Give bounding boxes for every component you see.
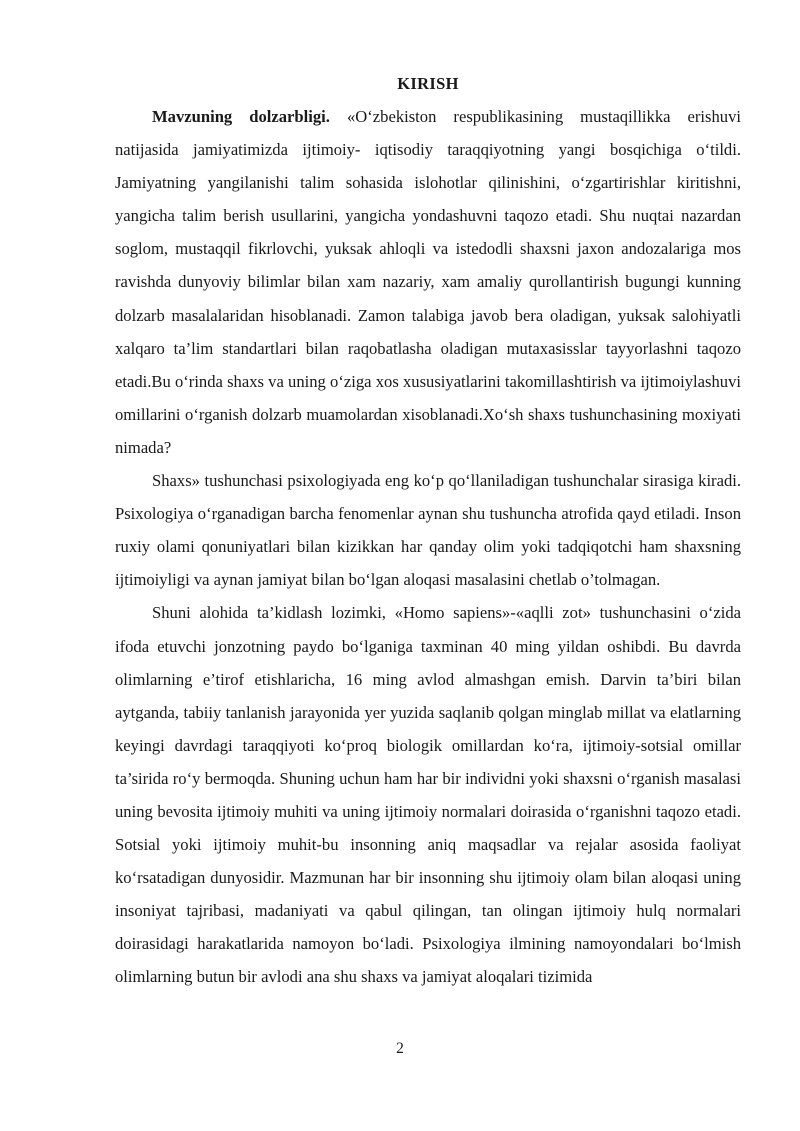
paragraph-text: Shaxs» tushunchasi psixologiyada eng ko‘p qo‘llaniladigan tushunchalar sirasiga kiradi. Psixologiya o‘rganadigan barcha fenomenlar aynan shu tushuncha atrofida qayd etiladi. Inson ruxiy olami qonuniyatlari bilan kizikkan har qanday olim yoki tadqiqotchi ham shaxsning ijtimoiyligi va aynan jamiyat bilan bo‘lgan aloqasi masalasini chetlab o’tolmagan.	[115, 471, 741, 590]
paragraph-personality-concept	[115, 464, 741, 596]
paragraph-homo-sapiens	[115, 596, 741, 993]
paragraph-lead: Mavzuning dolzarbligi.	[152, 107, 330, 126]
paragraph-text: Shuni alohida ta’kidlash lozimki, «Homo sapiens»-«aqlli zot» tushunchasini o‘zida ifoda etuvchi jonzotning paydo bo‘lganiga taxminan 40 ming yildan oshibdi. Bu davrda olimlarning e’tirof etishlaricha, 16 ming avlod almashgan emish. Darvin ta’biri bilan aytganda, tabiiy tanlanish jarayonida yer yuzida saqlanib qolgan minglab millat va elatlarning keyingi davrdagi taraqqiyoti ko‘proq biologik omillardan ko‘ra, ijtimoiy-sotsial omillar ta’sirida ro‘y bermoqda. Shuning uchun ham har bir individni yoki shaxsni o‘rganish masalasi uning bevosita ijtimoiy muhiti va uning ijtimoiy normalari doirasida o‘rganishni taqozo etadi. Sotsial yoki ijtimoiy muhit-bu insonning aniq maqsadlar va rejalar asosida faoliyat ko‘rsatadigan dunyosidir. Mazmunan har bir insonning shu ijtimoiy olam bilan aloqasi uning insoniyat tajribasi, madaniyati va qabul qilingan, tan olingan ijtimoiy hulq normalari doirasidagi harakatlarida namoyon bo‘ladi. Psixologiya ilmining namoyondalari bo‘lmish olimlarning butun bir avlodi ana shu shaxs va jamiyat aloqalari tizimida	[115, 603, 741, 987]
page-number: 2	[396, 1040, 404, 1057]
paragraph-text: «O‘zbekiston respublikasining mustaqillikka erishuvi natijasida jamiyatimizda ijtimoiy- iqtisodiy taraqqiyotning yangi bosqichiga o‘tildi. Jamiyatning yangilanishi talim sohasida islohotlar qilinishini, o‘zgartirishlar kiritishni, yangicha talim berish usullarini, yangicha yondashuvni taqozo etadi. Shu nuqtai nazardan soglom, mustaqqil fikrlovchi, yuksak ahloqli va istedodli shaxsni jaxon andozalariga mos ravishda dunyoviy bilimlar bilan xam nazariy, xam amaliy qurollantirish bugungi kunning dolzarb masalalaridan hisoblanadi. Zamon talabiga javob bera oladigan, yuksak salohiyatli xalqaro ta’lim standartlari bilan raqobatlasha oladigan mutaxasisslar tayyorlashni taqozo etadi.Bu o‘rinda shaxs va uning o‘ziga xos xususiyatlarini takomillashtirish va ijtimoiylashuvi omillarini o‘rganish dolzarb muamolardan xisoblanadi.Xo‘sh shaxs tushunchasining moxiyati nimada?	[115, 107, 742, 457]
section-title: KIRISH	[397, 74, 459, 93]
paragraph-relevance	[115, 100, 741, 464]
document-page	[115, 74, 741, 994]
